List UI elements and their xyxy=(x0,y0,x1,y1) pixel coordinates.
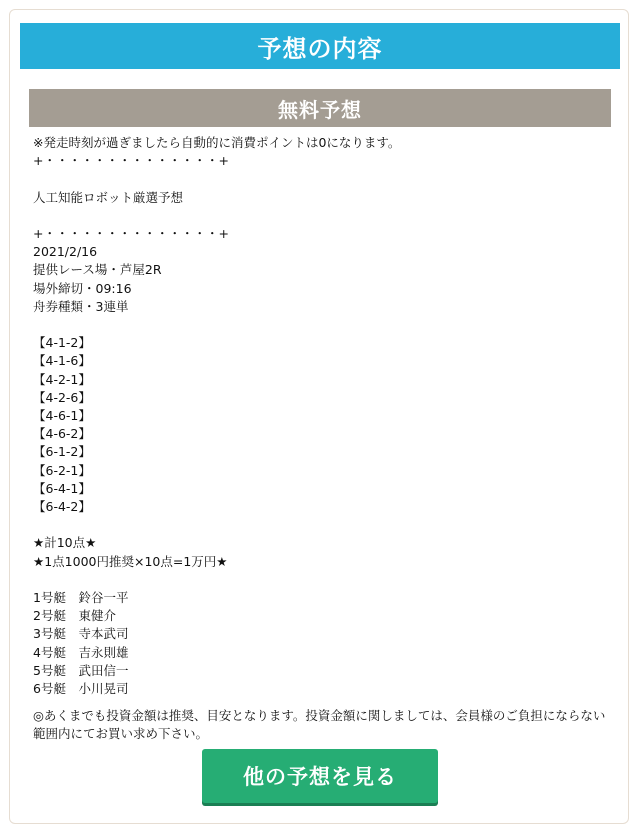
content-line: 【4-6-1】 xyxy=(33,408,91,423)
content-line xyxy=(33,170,613,188)
content-line xyxy=(33,207,613,225)
content-line: 提供レース場・芦屋2R xyxy=(33,262,162,278)
content-line: 人工知能ロボット厳選予想 xyxy=(33,189,184,205)
content-line: 3号艇 寺本武司 xyxy=(33,626,129,642)
investment-note: ◎あくまでも投資金額は推奨、目安となります。投資金額に関しましては、会員様のご負担にならない範囲内にてお買い求め下さい。 xyxy=(33,708,606,742)
section-title: 無料予想 xyxy=(29,89,611,127)
view-other-predictions-button[interactable]: 他の予想を見る xyxy=(202,749,438,803)
content-line: 1号艇 鈴谷一平 xyxy=(33,590,129,605)
content-line: ★計10点★ xyxy=(33,535,97,551)
content-line: 【4-6-2】 xyxy=(33,426,91,442)
content-line: 【6-4-1】 xyxy=(33,480,91,496)
prediction-card xyxy=(9,9,629,824)
content-line: 場外締切・09:16 xyxy=(33,280,132,296)
content-line: +・・・・・・・・・・・・・・+ xyxy=(33,225,229,241)
content-line: 【4-2-6】 xyxy=(33,389,91,405)
content-line: 2号艇 東健介 xyxy=(33,608,116,624)
content-line: 6号艇 小川晃司 xyxy=(33,681,129,697)
content-line: 【6-4-2】 xyxy=(33,499,91,515)
content-line: 【6-2-1】 xyxy=(33,462,91,478)
content-line: 4号艇 吉永則雄 xyxy=(33,644,129,660)
content-line: 【4-2-1】 xyxy=(33,371,91,387)
prediction-content xyxy=(33,134,613,698)
content-line: 【6-1-2】 xyxy=(33,444,91,460)
content-line: ★1点1000円推奨×10点=1万円★ xyxy=(33,553,228,569)
content-line: +・・・・・・・・・・・・・・+ xyxy=(33,153,229,169)
page-title: 予想の内容 xyxy=(20,23,620,69)
content-line: 2021/2/16 xyxy=(33,244,98,260)
content-line: 舟券種類・3連単 xyxy=(33,298,129,314)
content-line: 5号艇 武田信一 xyxy=(33,662,129,678)
content-line xyxy=(33,571,613,589)
content-line: 【4-1-2】 xyxy=(33,335,91,351)
content-line xyxy=(33,516,613,534)
content-line: 【4-1-6】 xyxy=(33,353,91,369)
content-line xyxy=(33,316,613,334)
content-line: ※発走時刻が過ぎましたら自動的に消費ポイントは0になります。 xyxy=(33,135,401,150)
